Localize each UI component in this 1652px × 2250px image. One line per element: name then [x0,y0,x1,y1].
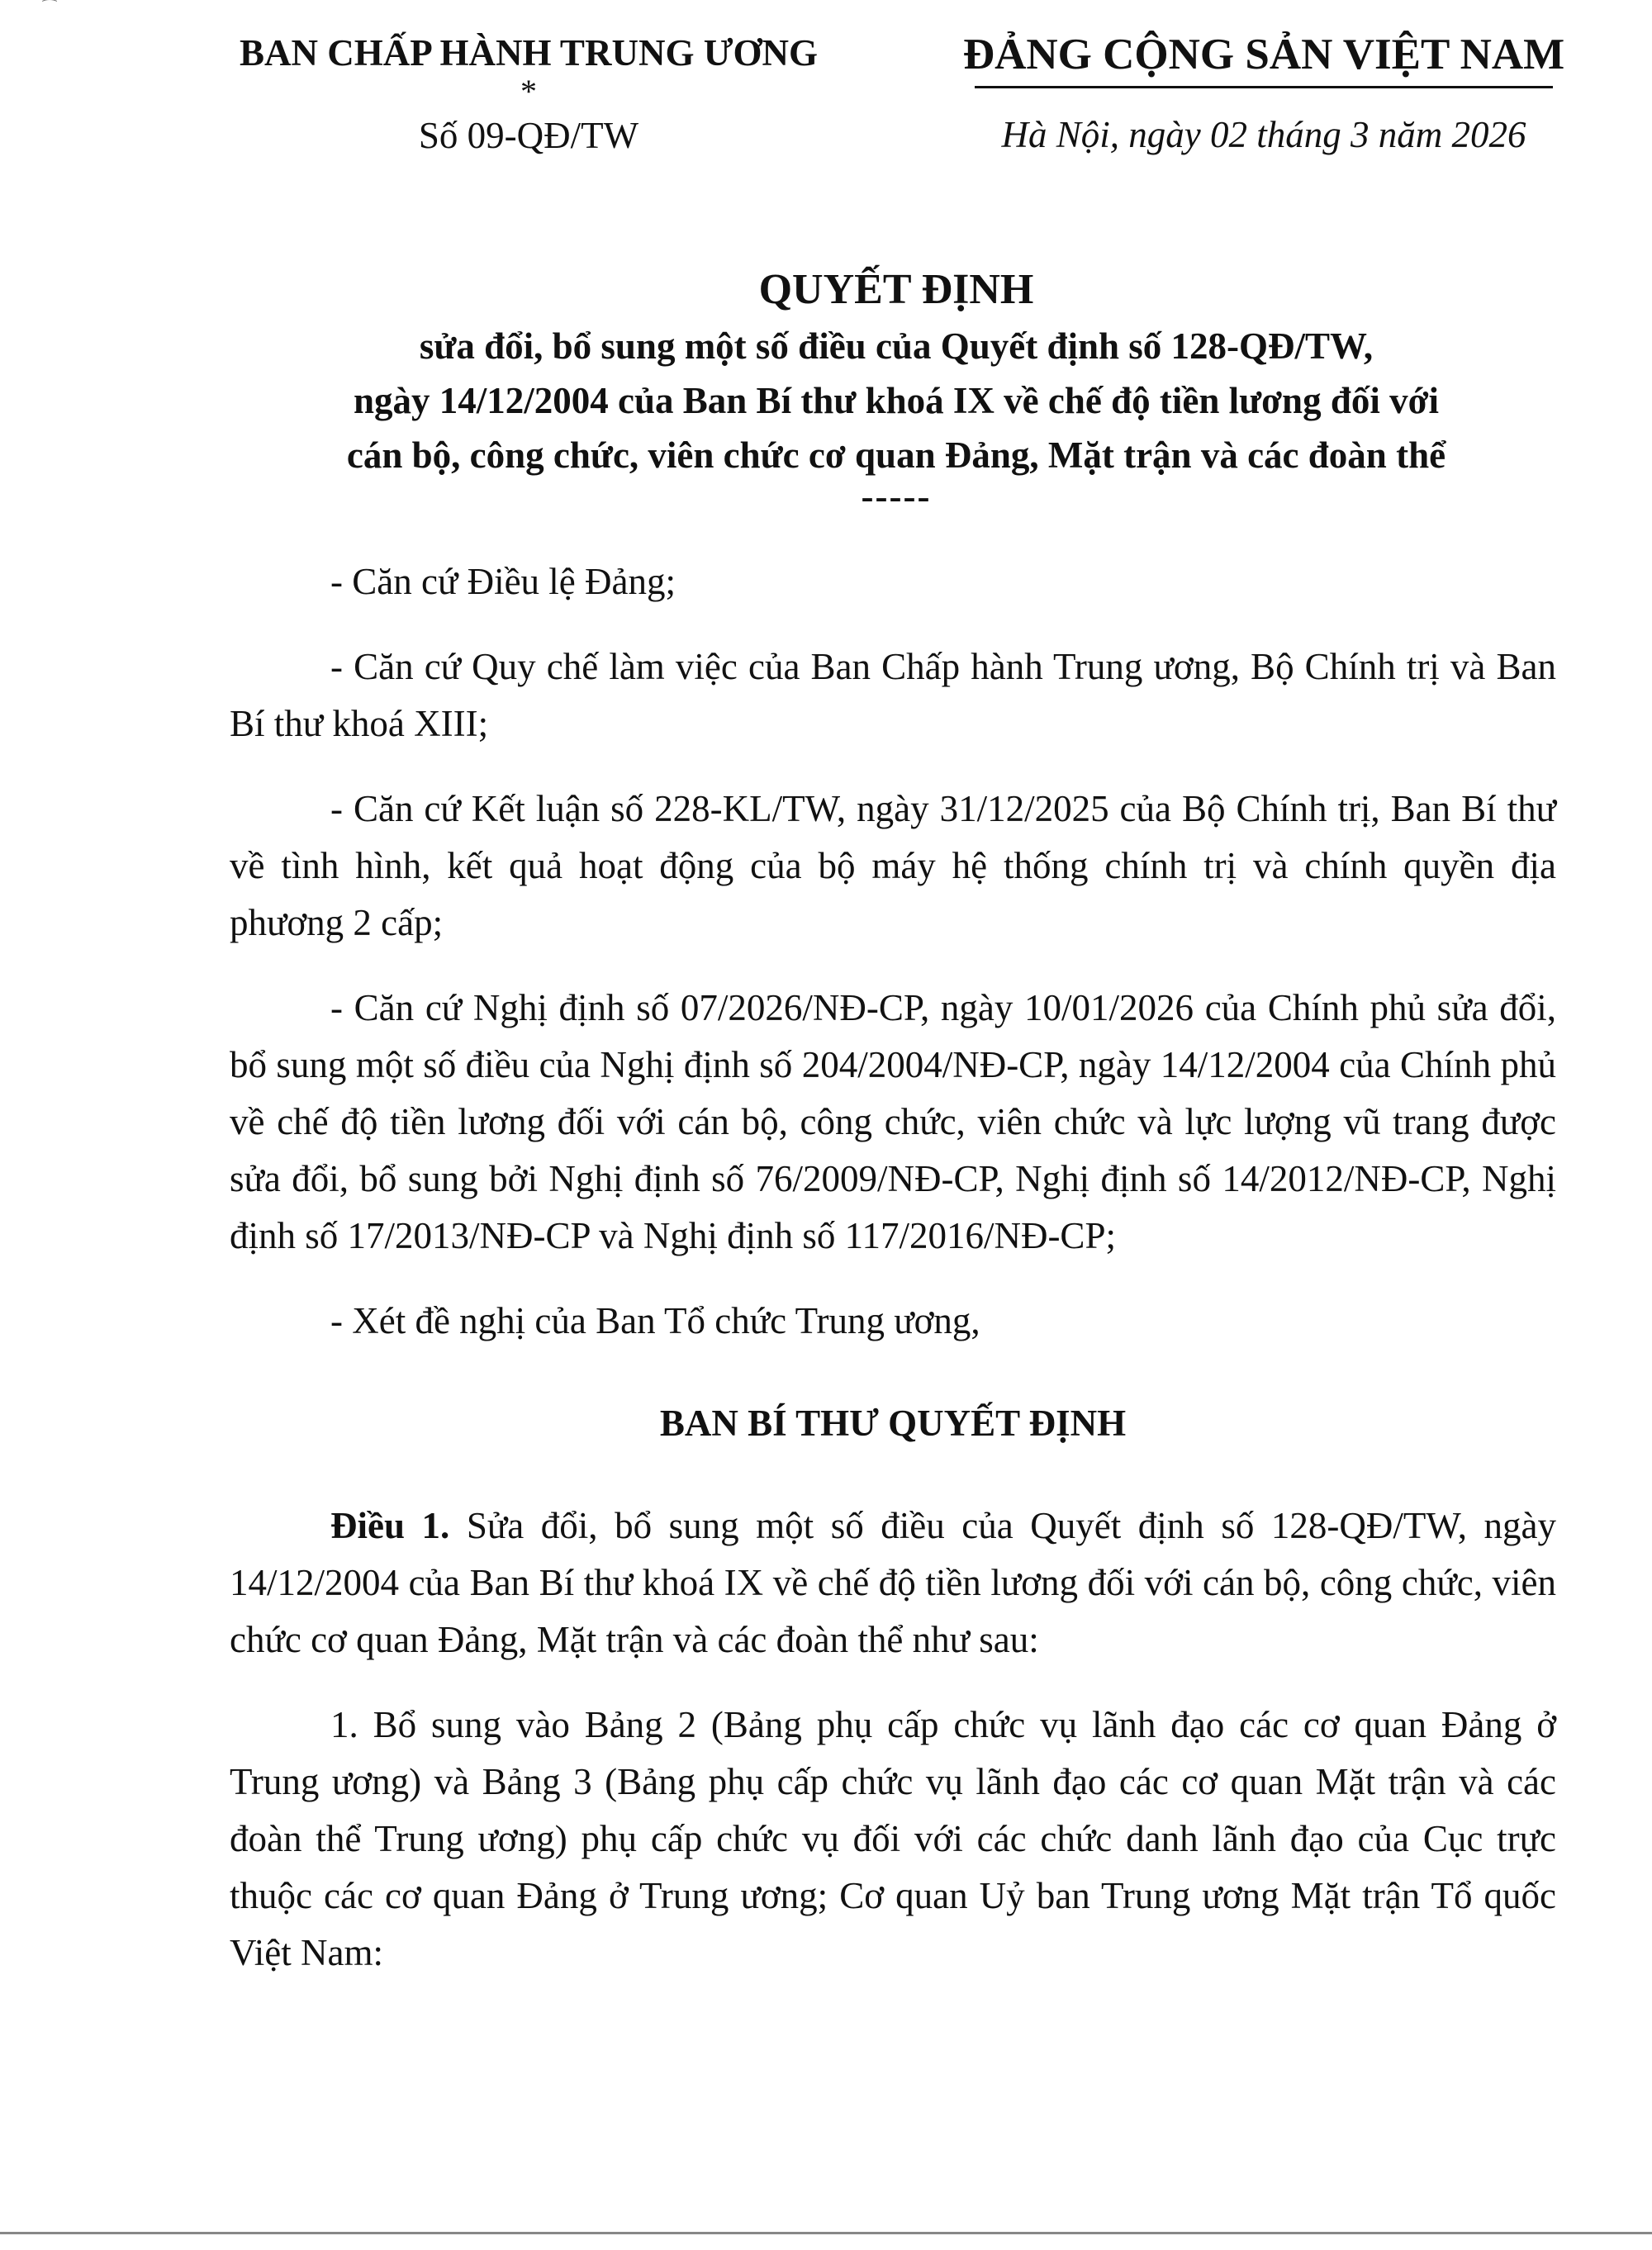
document-body [230,553,1556,2010]
article-1 [230,1498,1556,1669]
decision-heading: BAN BÍ THƯ QUYẾT ĐỊNH [659,1403,1127,1444]
place-and-date: Hà Nội, ngày 02 tháng 3 năm 2026 [1001,114,1526,155]
article-1-label: Điều 1. [330,1505,450,1546]
party-name: ĐẢNG CỘNG SẢN VIỆT NAM [962,31,1565,78]
subtitle-line-1: sửa đổi, bổ sung một số điều của Quyết định số 128-QĐ/TW, [419,325,1374,367]
issuing-body: BAN CHẤP HÀNH TRUNG ƯƠNG [239,32,819,74]
preamble-item-4: - Căn cứ Nghị định số 07/2026/NĐ-CP, ngày 10/01/2026 của Chính phủ sửa đổi, bổ sung một số điều của Nghị định số 204/2004/NĐ-CP, ngày 14/12/2004 của Chính phủ về chế độ tiền lương đối với cán bộ, công chức, viên chức và lực lượng vũ trang được sửa đổi, bổ sung bởi Nghị định số 76/2009/NĐ-CP, Nghị định số 14/2012/NĐ-CP, Nghị định số 17/2013/NĐ-CP và Nghị định số 117/2016/NĐ-CP; [230,987,1556,1256]
document-number: Số 09-QĐ/TW [418,115,639,156]
preamble-item-2: - Căn cứ Quy chế làm việc của Ban Chấp hành Trung ương, Bộ Chính trị và Ban Bí thư khoá XIII; [230,646,1556,744]
subtitle-line-2: ngày 14/12/2004 của Ban Bí thư khoá IX về chế độ tiền lương đối với [353,380,1440,421]
article-1-item-1: 1. Bổ sung vào Bảng 2 (Bảng phụ cấp chức vụ lãnh đạo các cơ quan Đảng ở Trung ương) và Bảng 3 (Bảng phụ cấp chức vụ lãnh đạo các cơ quan Mặt trận và các đoàn thể Trung ương) phụ cấp chức vụ đối với các chức danh lãnh đạo của Cục trực thuộc các cơ quan Đảng ở Trung ương; Cơ quan Uỷ ban Trung ương Mặt trận Tổ quốc Việt Nam: [230,1704,1556,1973]
article-1-text: Sửa đổi, bổ sung một số điều của Quyết định số 128-QĐ/TW, ngày 14/12/2004 của Ban Bí thư khoá IX về chế độ tiền lương đối với cán bộ, công chức, viên chức cơ quan Đảng, Mặt trận và các đoàn thể như sau: [230,1505,1556,1660]
scan-artifact-mark: ⁀ [43,0,57,18]
preamble-item-3: - Căn cứ Kết luận số 228-KL/TW, ngày 31/12/2025 của Bộ Chính trị, Ban Bí thư về tình hình, kết quả hoạt động của bộ máy hệ thống chính trị và chính quyền địa phương 2 cấp; [230,788,1556,943]
star-separator: * [520,73,537,110]
issuing-body-block [223,28,834,160]
title-separator: ----- [861,476,932,517]
preamble-item-5: - Xét đề nghị của Ban Tổ chức Trung ương, [330,1300,980,1341]
subtitle-line-3: cán bộ, công chức, viên chức cơ quan Đảng, Mặt trận và các đoàn thể [346,434,1446,476]
party-block [962,28,1565,159]
party-name-underline [975,86,1553,88]
document-title-block [165,261,1627,517]
preamble-item-1: - Căn cứ Điều lệ Đảng; [330,561,676,602]
scan-bottom-edge [0,2232,1652,2234]
document-type-title: QUYẾT ĐỊNH [758,266,1034,313]
